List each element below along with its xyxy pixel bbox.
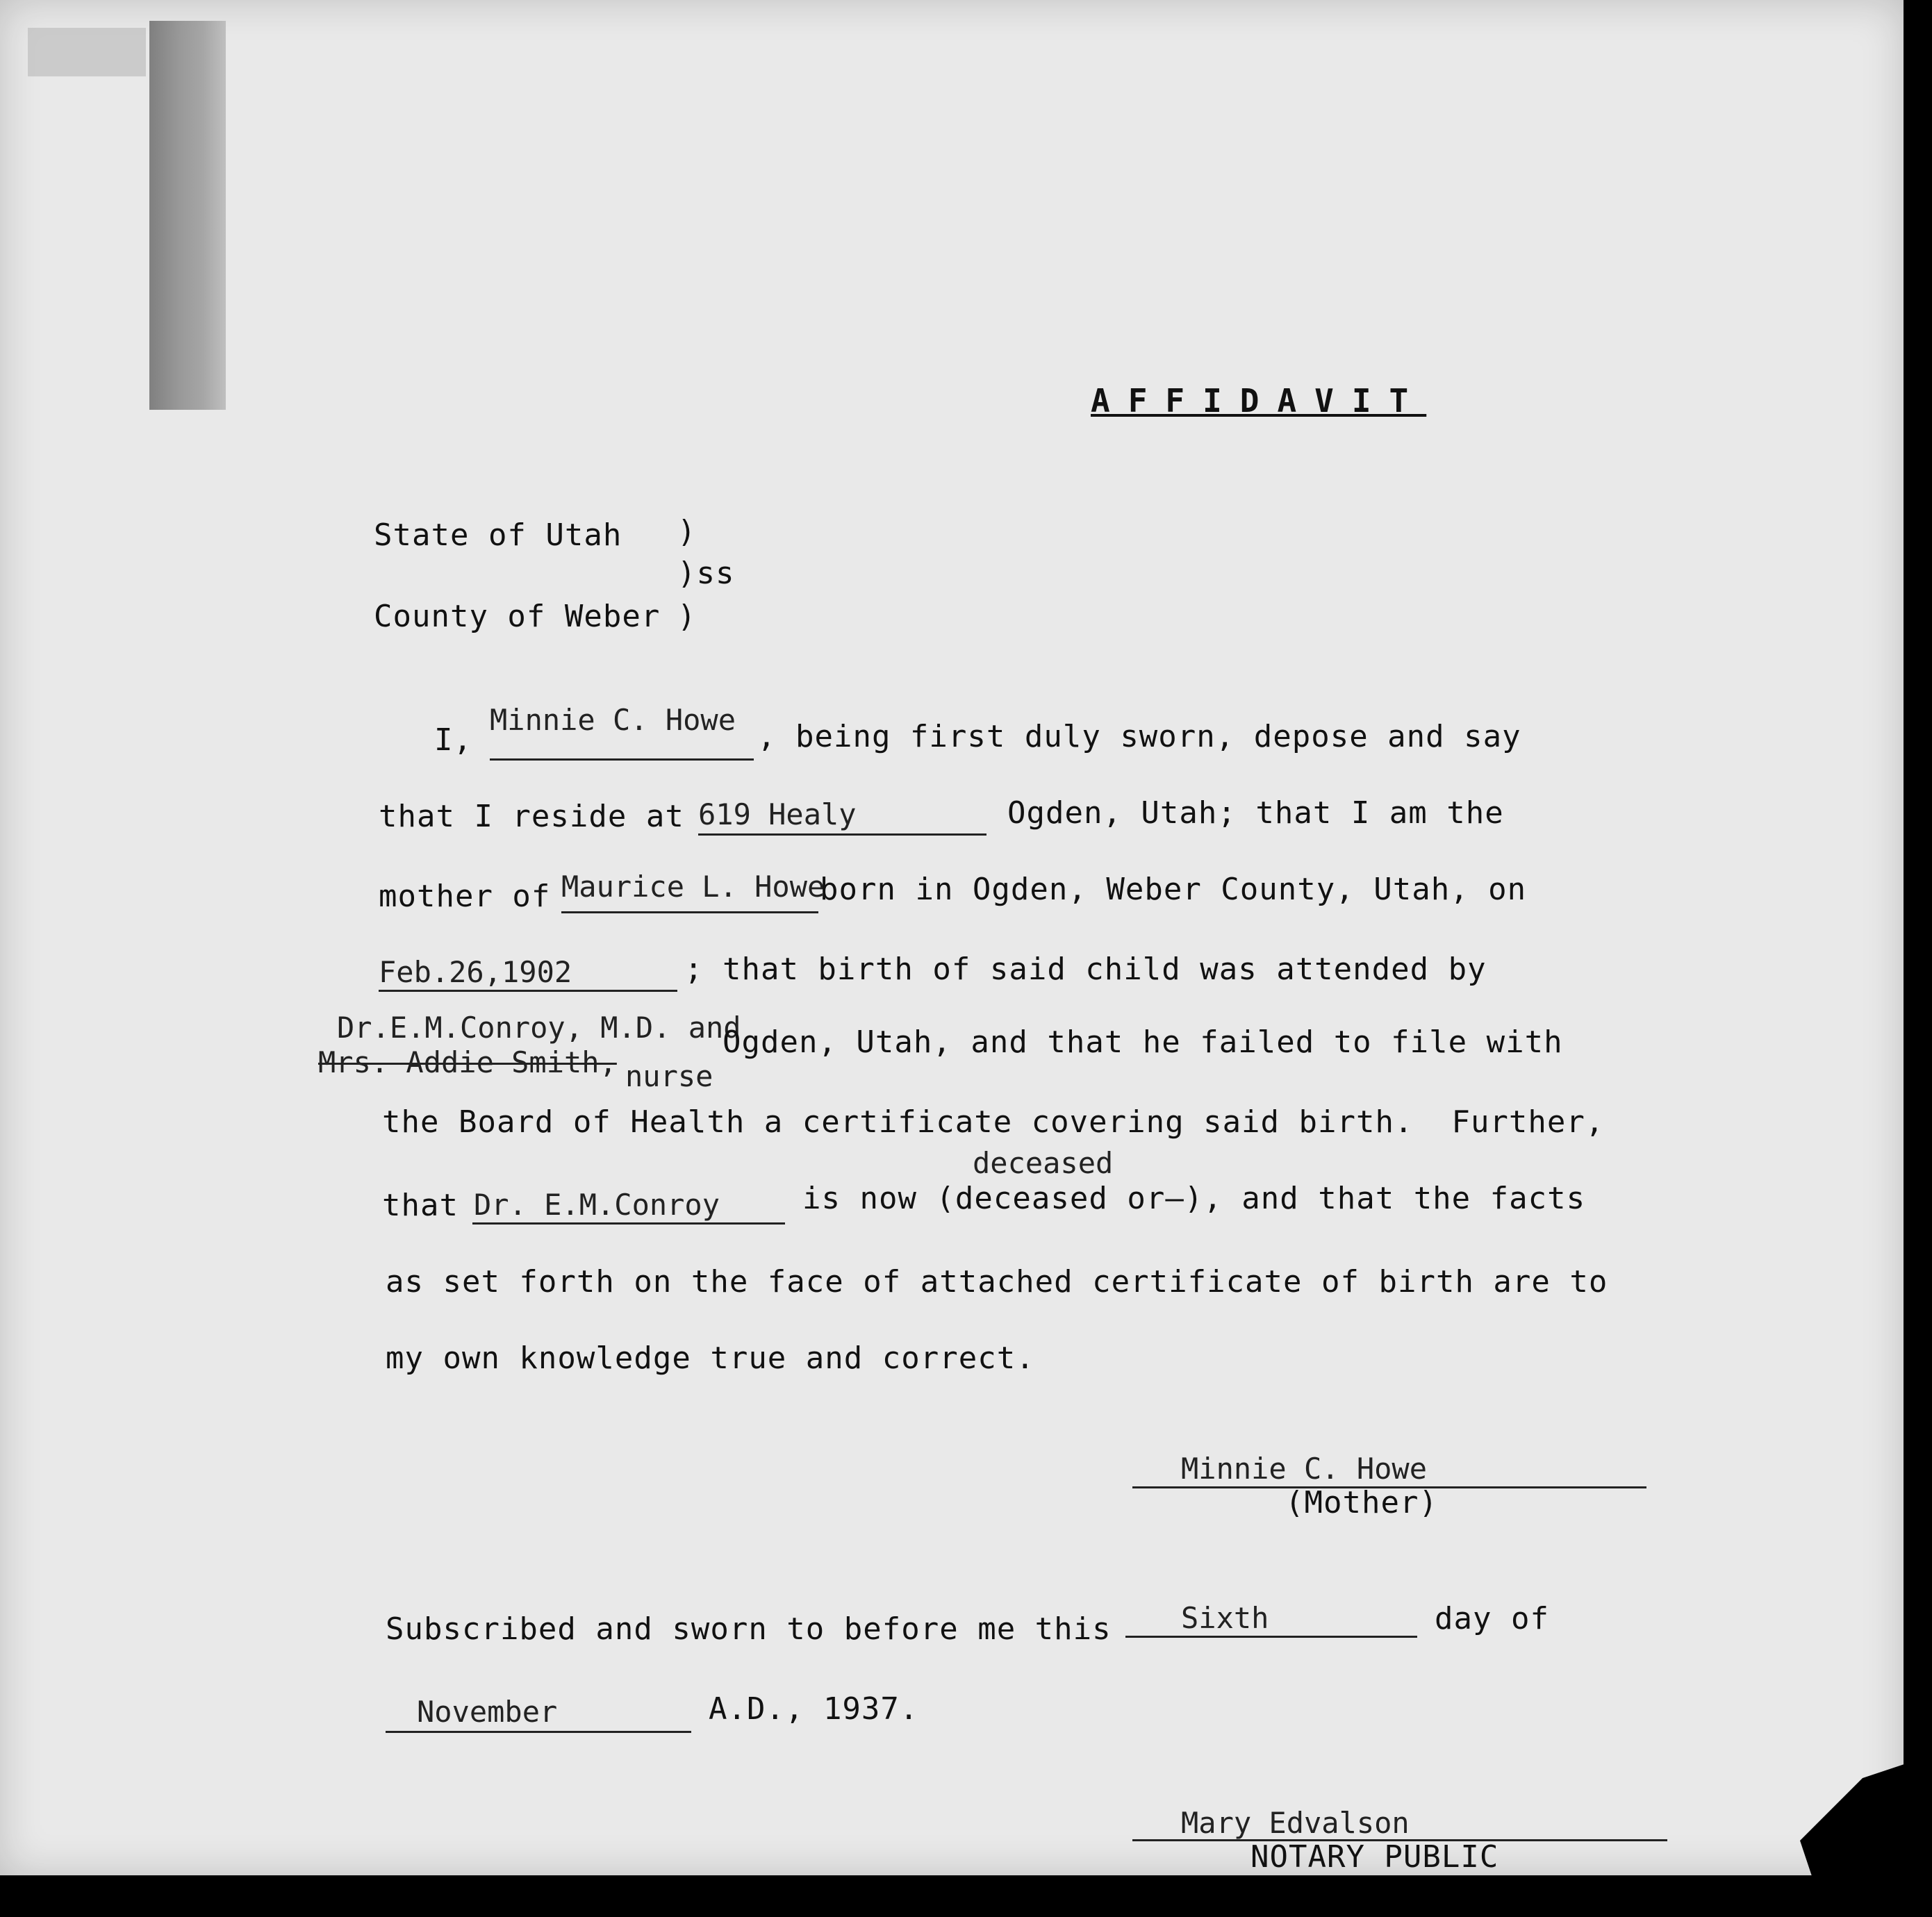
line1-suffix: , being first duly sworn, depose and say (757, 719, 1521, 754)
line7-prefix: that (382, 1188, 459, 1223)
line2-suffix: Ogden, Utah; that I am the (1007, 795, 1504, 831)
attendant-physician: Dr.E.M.Conroy, M.D. and (337, 1011, 741, 1045)
notary-name: Mary Edvalson (1181, 1806, 1410, 1840)
line4-suffix: ; that birth of said child was attended by (684, 952, 1487, 987)
child-name-line (561, 911, 818, 913)
line9: my own knowledge true and correct. (386, 1341, 1035, 1376)
venue-state: State of Utah (374, 517, 622, 553)
physician-name: Dr. E.M.Conroy (474, 1188, 720, 1222)
birth-date: Feb.26,1902 (379, 955, 572, 989)
affiant-name: Minnie C. Howe (490, 703, 736, 737)
line2-prefix: that I reside at (379, 799, 684, 834)
residence-address: 619 Healy (698, 797, 857, 831)
tape-mark-corner (28, 28, 146, 76)
jurat-month-line (386, 1731, 691, 1733)
venue-paren-1: ) (677, 514, 697, 549)
line7-suffix: is now (deceased or—), and that the facts (802, 1181, 1586, 1216)
jurat-month: November (417, 1695, 558, 1729)
signature-role: (Mother) (1285, 1485, 1438, 1520)
document-title: AFFIDAVIT (1091, 382, 1427, 420)
jurat-day: Sixth (1181, 1601, 1269, 1635)
line3-prefix: mother of (379, 879, 551, 914)
line8: as set forth on the face of attached certificate of birth are to (386, 1264, 1608, 1300)
venue-ss: )ss (677, 556, 735, 591)
birth-date-line (379, 990, 677, 992)
venue-paren-3: ) (677, 599, 697, 634)
jurat-year: A.D., 1937. (709, 1691, 919, 1727)
physician-line (472, 1222, 785, 1225)
attendant-nurse-title: nurse (625, 1059, 713, 1093)
notary-title: NOTARY PUBLIC (1250, 1839, 1499, 1875)
line6: the Board of Health a certificate covering said birth. Further, (382, 1104, 1605, 1140)
line5-suffix: Ogden, Utah, and that he failed to file with (723, 1024, 1563, 1060)
tape-mark (149, 21, 226, 410)
residence-line (698, 833, 986, 836)
line3-suffix: born in Ogden, Weber County, Utah, on (820, 872, 1527, 907)
jurat-day-suffix: day of (1435, 1601, 1549, 1636)
venue-county: County of Weber (374, 599, 661, 634)
line1-prefix: I, (434, 722, 472, 758)
jurat-prefix: Subscribed and sworn to before me this (386, 1611, 1112, 1647)
child-name: Maurice L. Howe (561, 870, 825, 904)
attendant-nurse: Mrs. Addie Smith, (318, 1045, 617, 1079)
deceased-note: deceased (973, 1146, 1114, 1180)
affiant-name-line (490, 758, 754, 761)
jurat-day-line (1125, 1636, 1417, 1638)
signature-name: Minnie C. Howe (1181, 1452, 1428, 1486)
